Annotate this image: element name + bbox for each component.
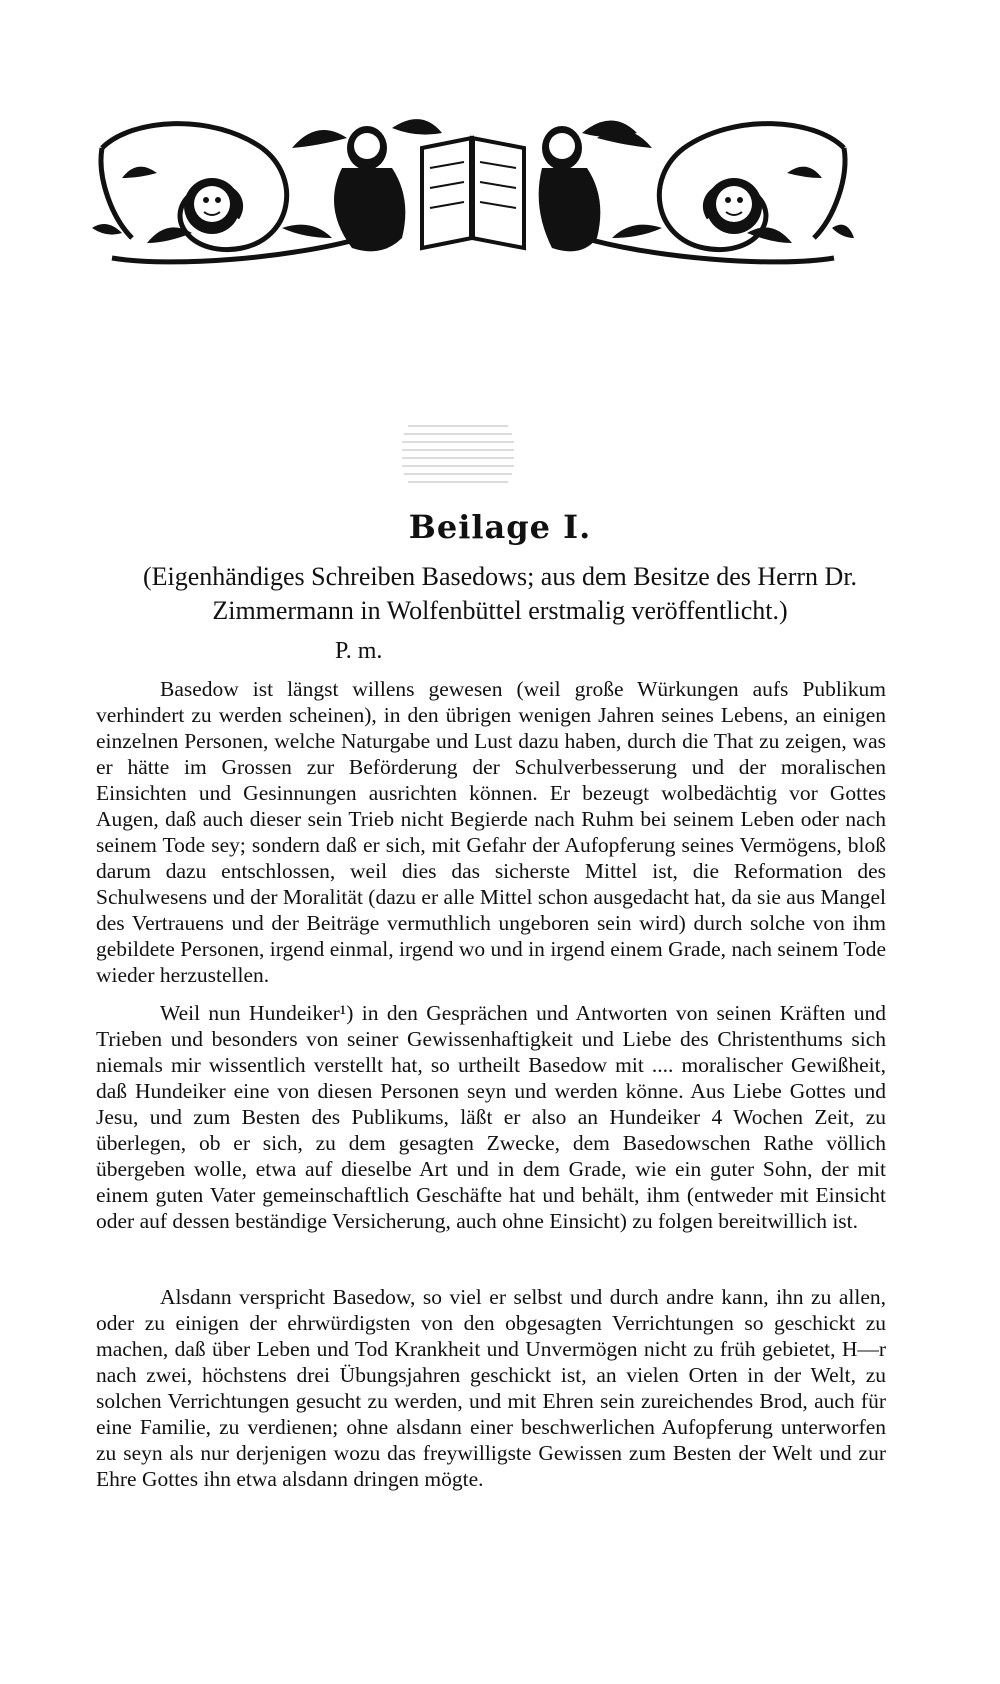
- page-heading: Beilage I.: [408, 508, 592, 546]
- paragraph-2: Weil nun Hundeiker¹) in den Gesprächen und Antworten von seinen Kräften und Trieben und besonders von seiner Gewissenhaftigkeit und Liebe des Christenthums sich niemals mir wissentlich verstellt hat, so urtheilt Basedow mit .... moralischer Gewißheit, daß Hundeiker eine von diesen Personen seyn und werden könne. Aus Liebe Gottes und Jesu, und zum Besten des Publikums, läßt er also an Hundeiker 4 Wochen Zeit, zu überlegen, ob er sich, zu dem gesagten Zwecke, dem Basedowschen Rathe völlich übergeben wolle, etwa auf dieselbe Art und in dem Grade, wie ein guter Sohn, der mit einem guten Vater gemeinschaftlich Geschäfte hat und behält, ihm (entweder mit Einsicht oder auf dessen beständige Versicherung, auch ohne Einsicht) zu folgen bereitwillich ist.: [96, 1001, 886, 1233]
- paragraph-3: Alsdann verspricht Basedow, so viel er selbst und durch andre kann, ihn zu allen, oder zu einigen der ehrwürdigsten von den obgesagten Verrichtungen so geschickt zu machen, daß über Leben und Tod Krankheit und Unvermögen nicht zu früh gebietet, H—r nach zwei, höchstens drei Übungsjahren geschickt ist, an vielen Orten in der Welt, zu solchen Verrichtungen gesucht zu werden, und mit Ehren sein zureichendes Brod, auch für eine Familie, zu verdienen; ohne alsdann einer beschwerlichen Aufopferung unterworfen zu seyn als nur derjenigen wozu das freywilligste Gewissen zum Besten der Welt und zur Ehre Gottes ihn etwa alsdann dringen mögte.: [96, 1285, 886, 1491]
- paragraph-1: Basedow ist längst willens gewesen (weil große Würkungen aufs Publikum verhindert zu werden scheinen), in den übrigen wenigen Jahren seines Lebens, an einigen einzelnen Personen, welche Naturgabe und Lust dazu haben, durch die That zu zeigen, was er hätte im Grossen zur Beförderung der Schulverbesserung und der moralischen Einsichten und Gesinnungen ausrichten können. Er bezeugt wolbedächtig vor Gottes Augen, daß auch dieser sein Trieb nicht Begierde nach Ruhm bei seinem Leben oder nach seinem Tode sey; sondern daß er sich, mit Gefahr der Aufopferung seines Vermögens, bloß darum dazu entschlossen, weil dies das sicherste Mittel ist, die Reformation des Schulwesens und der Moralität (dazu er alle Mittel schon ausgedacht hat, da sie aus Mangel des Vertrauens und der Beiträge vermuthlich ungeboren sein wird) durch solche von ihm gebildete Personen, irgend einmal, irgend wo und in irgend einem Grade, nach seinem Tode wieder herzustellen.: [96, 677, 886, 987]
- subtitle: (Eigenhändiges Schreiben Basedows; aus dem Besitze des Herrn Dr. Zimmermann in Wolfenbüttel erstmalig veröffentlicht.): [142, 562, 858, 625]
- salutation: P. m.: [335, 638, 383, 664]
- ornamental-header-vignette: [92, 108, 854, 268]
- bleed-through-mark: [398, 418, 518, 490]
